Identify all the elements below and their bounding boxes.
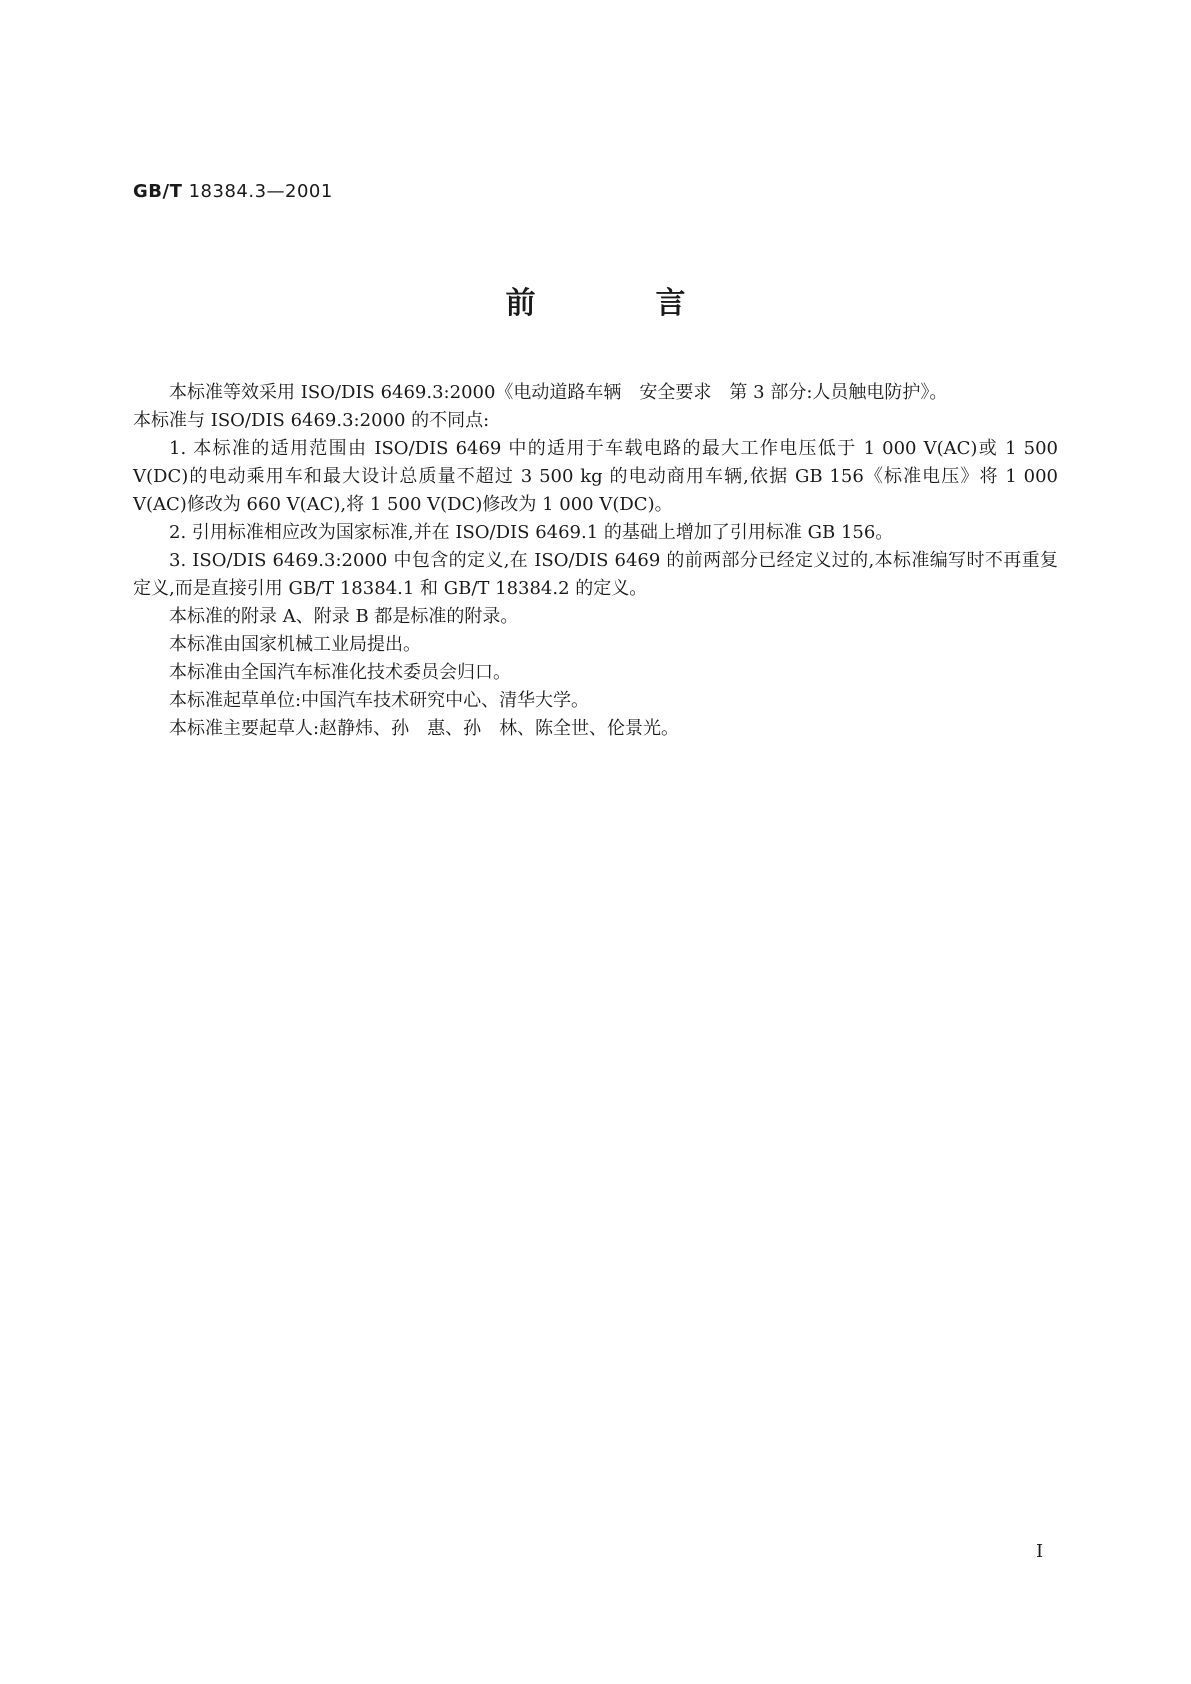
paragraph-difference-1: 1. 本标准的适用范围由 ISO/DIS 6469 中的适用于车载电路的最大工作电压低于 1 000 V(AC)或 1 500 V(DC)的电动乘用车和最大设计总质量不超过 3 500 kg 的电动商用车辆,依据 GB 156《标准电压》将 1 000 V(AC)修改为 660 V(AC),将 1 500 V(DC)修改为 1 000 V(DC)。: [133, 438, 1058, 515]
paragraph-differences-intro: 本标准与 ISO/DIS 6469.3:2000 的不同点:: [133, 410, 490, 431]
paragraph-equivalence: 本标准等效采用 ISO/DIS 6469.3:2000《电动道路车辆 安全要求 第 3 部分:人员触电防护》。: [169, 382, 948, 403]
standard-code-prefix: GB/T: [133, 181, 183, 202]
paragraph-difference-2: 2. 引用标准相应改为国家标准,并在 ISO/DIS 6469.1 的基础上增加了引用标准 GB 156。: [169, 522, 894, 543]
foreword-body: [133, 379, 1058, 743]
paragraph-committee: 本标准由全国汽车标准化技术委员会归口。: [169, 662, 511, 683]
standard-code-number: 18384.3—2001: [188, 181, 333, 202]
standard-code: [133, 181, 333, 202]
paragraph-difference-3: 3. ISO/DIS 6469.3:2000 中包含的定义,在 ISO/DIS 6469 的前两部分已经定义过的,本标准编写时不再重复定义,而是直接引用 GB/T 18384.1 和 GB/T 18384.2 的定义。: [133, 550, 1058, 599]
paragraph-drafters: 本标准主要起草人:赵静炜、孙 惠、孙 林、陈全世、伦景光。: [169, 718, 680, 739]
paragraph-appendix: 本标准的附录 A、附录 B 都是标准的附录。: [169, 606, 519, 627]
paragraph-proposer: 本标准由国家机械工业局提出。: [169, 634, 421, 655]
paragraph-drafting-units: 本标准起草单位:中国汽车技术研究中心、清华大学。: [169, 690, 590, 711]
page-number: I: [1036, 1541, 1044, 1562]
page-title: 前言: [505, 286, 806, 321]
